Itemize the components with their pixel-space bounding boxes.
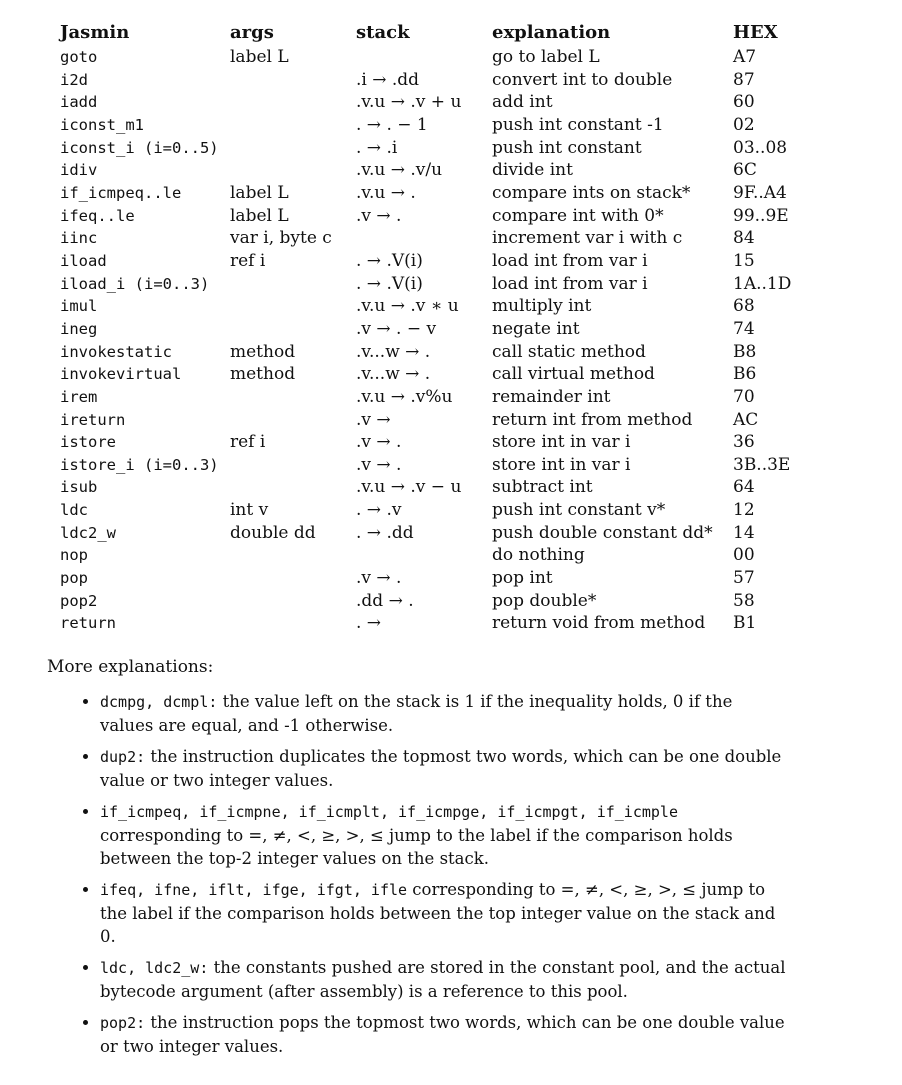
stack-cell: .i → .dd (356, 69, 420, 90)
instruction-cell: ifeq..le (60, 206, 135, 225)
explanation-cell: go to label L (492, 47, 600, 67)
explanation-cell: negate int (492, 318, 580, 339)
table-row (54, 454, 813, 477)
args-cell: int v (230, 500, 269, 521)
args-cell (224, 590, 350, 613)
table-row (54, 363, 813, 386)
stack-cell: .dd → . (356, 590, 414, 611)
hex-cell: 03..08 (733, 137, 788, 158)
stack-cell: .v → (356, 409, 391, 430)
table-row (54, 205, 813, 228)
explanation-cell: compare int with 0* (492, 205, 664, 226)
stack-cell: .v → . (356, 568, 402, 589)
table-row (54, 409, 813, 432)
explanation-cell: push int constant v* (492, 500, 666, 521)
instruction-cell: idiv (60, 161, 98, 180)
instruction-cell: iload (60, 251, 107, 270)
explanation-cell: add int (492, 92, 553, 113)
stack-cell: . → .V(i) (356, 273, 423, 294)
explanation-item (100, 1011, 790, 1058)
instruction-cell: invokevirtual (60, 365, 182, 384)
hex-cell: AC (733, 409, 759, 430)
hex-cell: 1A..1D (733, 273, 792, 294)
table-row (54, 386, 813, 409)
instruction-cell: istore (60, 433, 116, 452)
hex-cell: 9F..A4 (733, 182, 787, 203)
explanation-cell: store int in var i (492, 454, 631, 475)
explanation-cell: pop double* (492, 590, 597, 611)
args-cell (224, 409, 350, 432)
args-cell: var i, byte c (230, 228, 332, 249)
hex-cell: 57 (733, 568, 755, 589)
args-cell (224, 137, 350, 160)
explanation-cell: increment var i with c (492, 228, 683, 249)
instruction-cell: if_icmpeq..le (60, 183, 182, 202)
table-row (54, 431, 813, 454)
hex-cell: 00 (733, 545, 755, 566)
args-cell (224, 69, 350, 92)
explanation-text: corresponding to =, ≠, <, ≥, >, ≤ jump to the label if the comparison holds between the top-2 integer values on the stack. (100, 826, 733, 868)
instruction-cell: ldc2_w (60, 523, 116, 542)
instruction-keyword: dup2: (100, 748, 146, 766)
instruction-keyword: pop2: (100, 1014, 146, 1032)
stack-cell (350, 227, 486, 250)
instruction-cell: ldc (60, 501, 88, 520)
table-row (54, 227, 813, 250)
hex-cell: 14 (733, 522, 755, 543)
hex-cell: 60 (733, 92, 755, 113)
stack-cell: . → .V(i) (356, 250, 423, 271)
stack-cell: .v.u → .v%u (356, 386, 453, 407)
table-row (54, 295, 813, 318)
explanation-cell: return int from method (492, 409, 693, 430)
stack-cell: . → . − 1 (356, 114, 428, 135)
table-row (54, 182, 813, 205)
table-row (54, 114, 813, 137)
explanation-cell: do nothing (492, 545, 585, 566)
instruction-keyword: dcmpg, dcmpl: (100, 693, 218, 711)
header-stack: stack (356, 21, 410, 43)
explanation-cell: load int from var i (492, 250, 648, 271)
table-row (54, 341, 813, 364)
hex-cell: 68 (733, 296, 755, 317)
stack-cell: .v.u → .v + u (356, 92, 462, 113)
instruction-cell: iconst_m1 (60, 115, 144, 134)
table-row (54, 476, 813, 499)
table-row (54, 318, 813, 341)
hex-cell: A7 (733, 47, 757, 67)
stack-cell: .v...w → . (356, 364, 431, 385)
hex-cell: 12 (733, 500, 755, 521)
explanation-cell: call static method (492, 341, 646, 362)
explanation-item (100, 956, 790, 1003)
instruction-cell: iadd (60, 93, 98, 112)
table-row (54, 91, 813, 114)
stack-cell: . → .i (356, 137, 398, 158)
stack-cell: . → .v (356, 500, 402, 521)
table-header-row (54, 20, 813, 46)
hex-cell: 84 (733, 228, 755, 249)
table-row (54, 159, 813, 182)
hex-cell: 87 (733, 69, 755, 90)
args-cell (224, 567, 350, 590)
explanation-cell: push int constant -1 (492, 114, 664, 135)
table-row (54, 250, 813, 273)
hex-cell: 15 (733, 250, 755, 271)
explanation-item (100, 690, 790, 737)
args-cell: double dd (230, 522, 316, 543)
stack-cell (350, 544, 486, 567)
instruction-keyword: if_icmpeq, if_icmpne, if_icmplt, if_icmpge, if_icmpgt, if_icmple (100, 803, 678, 821)
instruction-cell: irem (60, 387, 98, 406)
stack-cell: .v → . (356, 432, 402, 453)
instruction-cell: ineg (60, 319, 98, 338)
args-cell (224, 612, 350, 635)
explanation-cell: pop int (492, 568, 553, 589)
header-explanation: explanation (492, 21, 611, 43)
explanation-cell: load int from var i (492, 273, 648, 294)
hex-cell: 64 (733, 477, 755, 498)
instruction-cell: i2d (60, 70, 88, 89)
stack-cell: .v → . (356, 454, 402, 475)
stack-cell: .v...w → . (356, 341, 431, 362)
args-cell (224, 454, 350, 477)
table-row (54, 273, 813, 296)
args-cell: ref i (230, 432, 266, 453)
stack-cell (350, 46, 486, 69)
explanation-text: corresponding to =, ≠, <, ≥, >, ≤ jump to the label if the comparison holds between the top integer value on the stack and 0. (100, 880, 776, 946)
explanation-cell: call virtual method (492, 364, 655, 385)
hex-cell: 02 (733, 114, 755, 135)
instruction-cell: iconst_i (i=0..5) (60, 138, 219, 157)
stack-cell: .v.u → .v − u (356, 477, 462, 498)
stack-cell: . → (356, 613, 382, 634)
args-cell (224, 476, 350, 499)
hex-cell: B8 (733, 341, 757, 362)
explanation-cell: push double constant dd* (492, 522, 713, 543)
explanation-text: the constants pushed are stored in the constant pool, and the actual bytecode argument (after assembly) is a reference to this pool. (100, 958, 786, 1001)
table-row (54, 522, 813, 545)
stack-cell: . → .dd (356, 522, 414, 543)
table-row (54, 590, 813, 613)
header-jasmin: Jasmin (60, 21, 130, 43)
explanation-list (78, 690, 790, 1066)
args-cell (224, 386, 350, 409)
args-cell (224, 318, 350, 341)
args-cell (224, 114, 350, 137)
explanation-cell: return void from method (492, 613, 706, 634)
table-row (54, 69, 813, 92)
hex-cell: B1 (733, 613, 757, 634)
instruction-cell: imul (60, 297, 98, 316)
args-cell (224, 544, 350, 567)
explanation-text: the instruction duplicates the topmost two words, which can be one double value or two integer values. (100, 747, 782, 790)
instruction-cell: ireturn (60, 410, 126, 429)
hex-cell: 3B..3E (733, 454, 791, 475)
instruction-cell: invokestatic (60, 342, 172, 361)
instruction-cell: isub (60, 478, 98, 497)
args-cell (224, 295, 350, 318)
instruction-cell: return (60, 614, 116, 633)
hex-cell: 70 (733, 386, 755, 407)
stack-cell: .v → . (356, 205, 402, 226)
explanation-cell: divide int (492, 160, 573, 181)
stack-cell: .v.u → . (356, 182, 416, 203)
hex-cell: 74 (733, 318, 755, 339)
instruction-cell: istore_i (i=0..3) (60, 455, 219, 474)
more-explanations-title: More explanations: (47, 657, 214, 677)
explanation-cell: multiply int (492, 296, 592, 317)
hex-cell: 36 (733, 432, 755, 453)
explanation-cell: remainder int (492, 386, 611, 407)
hex-cell: 99..9E (733, 205, 789, 226)
table-row (54, 567, 813, 590)
explanation-text: the instruction pops the topmost two words, which can be one double value or two integer values. (100, 1013, 785, 1056)
stack-cell: .v.u → .v ∗ u (356, 296, 459, 317)
instruction-cell: iload_i (i=0..3) (60, 274, 210, 293)
args-cell: label L (230, 182, 289, 203)
table-row (54, 544, 813, 567)
hex-cell: 6C (733, 160, 757, 181)
args-cell (224, 273, 350, 296)
instruction-keyword: ifeq, ifne, iflt, ifge, ifgt, ifle (100, 881, 408, 899)
args-cell: method (230, 364, 296, 385)
header-args: args (230, 21, 274, 43)
instruction-cell: iinc (60, 229, 98, 248)
stack-cell: .v.u → .v/u (356, 160, 443, 181)
explanation-item (100, 745, 790, 792)
table-row (54, 499, 813, 522)
args-cell: method (230, 341, 296, 362)
explanation-cell: subtract int (492, 477, 593, 498)
args-cell (224, 91, 350, 114)
args-cell: label L (230, 47, 289, 67)
args-cell: label L (230, 205, 289, 226)
args-cell: ref i (230, 250, 266, 271)
table-row (54, 612, 813, 635)
instruction-keyword: ldc, ldc2_w: (100, 959, 209, 977)
stack-cell: .v → . − v (356, 318, 437, 339)
explanation-text: the value left on the stack is 1 if the inequality holds, 0 if the values are equal, and -1 otherwise. (100, 692, 733, 735)
explanation-item (100, 878, 790, 948)
instruction-cell: pop (60, 569, 88, 588)
table-row (54, 46, 813, 69)
hex-cell: B6 (733, 364, 757, 385)
explanation-cell: compare ints on stack* (492, 182, 691, 203)
instruction-cell: nop (60, 546, 88, 565)
explanation-cell: store int in var i (492, 432, 631, 453)
instruction-table (54, 20, 813, 635)
args-cell (224, 159, 350, 182)
explanation-cell: push int constant (492, 137, 642, 158)
table-row (54, 137, 813, 160)
hex-cell: 58 (733, 590, 755, 611)
explanation-item (100, 800, 790, 870)
header-hex: HEX (733, 21, 778, 43)
instruction-cell: pop2 (60, 591, 98, 610)
explanation-cell: convert int to double (492, 69, 673, 90)
instruction-cell: goto (60, 48, 98, 66)
